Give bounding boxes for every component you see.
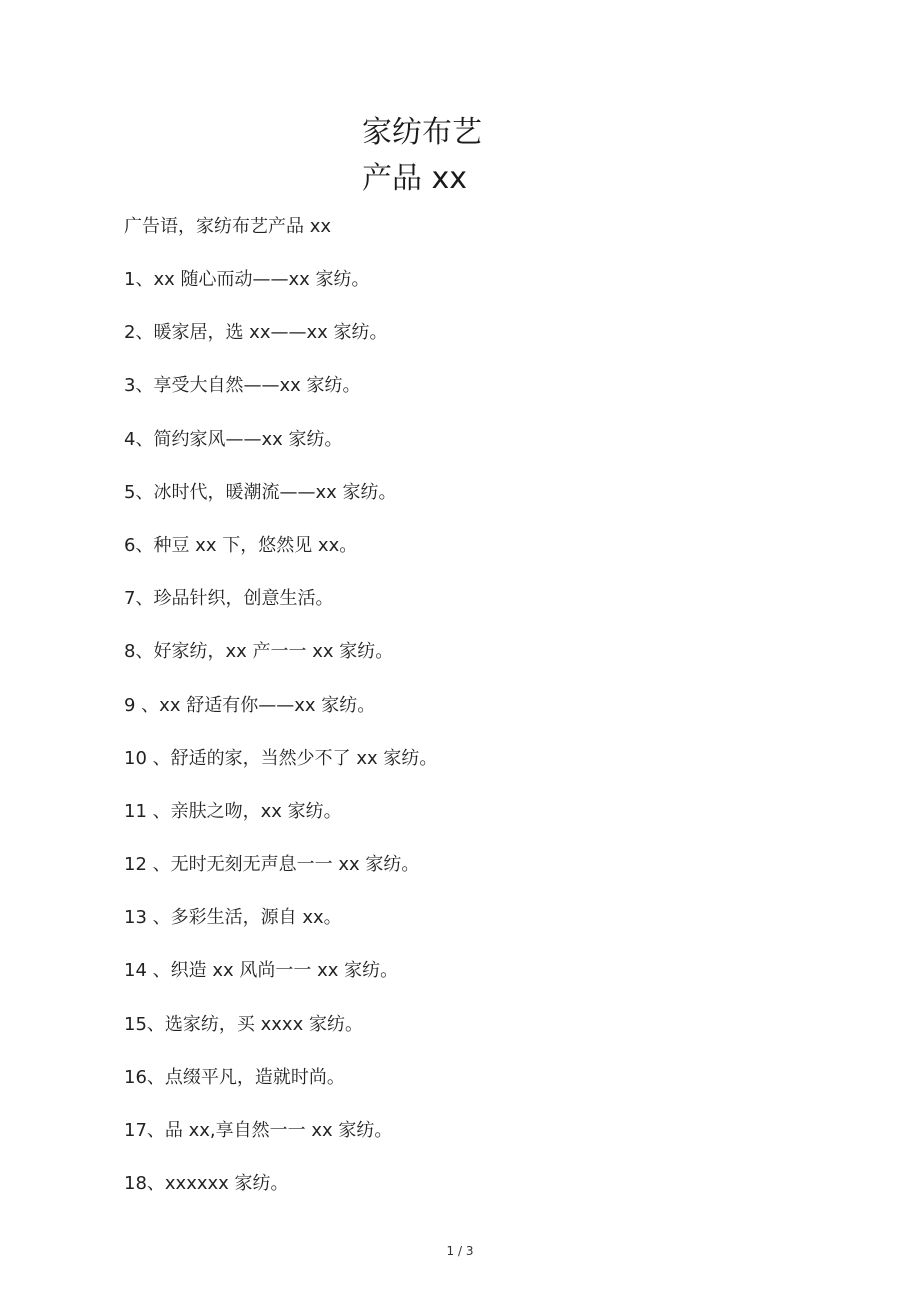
- slogan-item: 1、xx 随心而动——xx 家纺。: [124, 269, 370, 290]
- slogan-item: 5、冰时代，暖潮流——xx 家纺。: [124, 481, 397, 503]
- title-block: [362, 110, 662, 202]
- slogan-item: 3、享受大自然——xx 家纺。: [124, 375, 361, 397]
- document-title: 家纺布艺: [362, 115, 482, 150]
- slogan-item: 16、点缀平凡，造就时尚。: [124, 1066, 345, 1088]
- slogan-item: 10 、舒适的家，当然少不了 xx 家纺。: [124, 747, 438, 769]
- slogan-item: 2、暖家居，选 xx——xx 家纺。: [124, 322, 388, 344]
- slogan-item: 4、简约家风——xx 家纺。: [124, 428, 343, 450]
- page-number: 1 / 3: [446, 1244, 474, 1258]
- intro-text: 广告语，家纺布艺产品 xx: [124, 216, 332, 237]
- document-subtitle: 产品 xx: [362, 161, 468, 196]
- slogan-item: 6、种豆 xx 下，悠然见 xx。: [124, 534, 358, 556]
- slogan-item: 7、珍品针织，创意生活。: [124, 588, 334, 610]
- slogan-item: 14 、织造 xx 风尚一一 xx 家纺。: [124, 960, 399, 982]
- slogan-item: 13 、多彩生活，源自 xx。: [124, 907, 342, 929]
- slogan-item: 18、xxxxxx 家纺。: [124, 1173, 289, 1195]
- slogan-item: 8、好家纺，xx 产一一 xx 家纺。: [124, 641, 394, 663]
- slogan-item: 9 、xx 舒适有你——xx 家纺。: [124, 694, 376, 716]
- slogan-item: 11 、亲肤之吻，xx 家纺。: [124, 800, 342, 822]
- slogan-item: 15、选家纺，买 xxxx 家纺。: [124, 1013, 363, 1035]
- slogan-item: 12 、无时无刻无声息一一 xx 家纺。: [124, 854, 420, 876]
- slogan-list: [124, 267, 437, 1224]
- slogan-item: 17、品 xx,享自然一一 xx 家纺。: [124, 1120, 393, 1141]
